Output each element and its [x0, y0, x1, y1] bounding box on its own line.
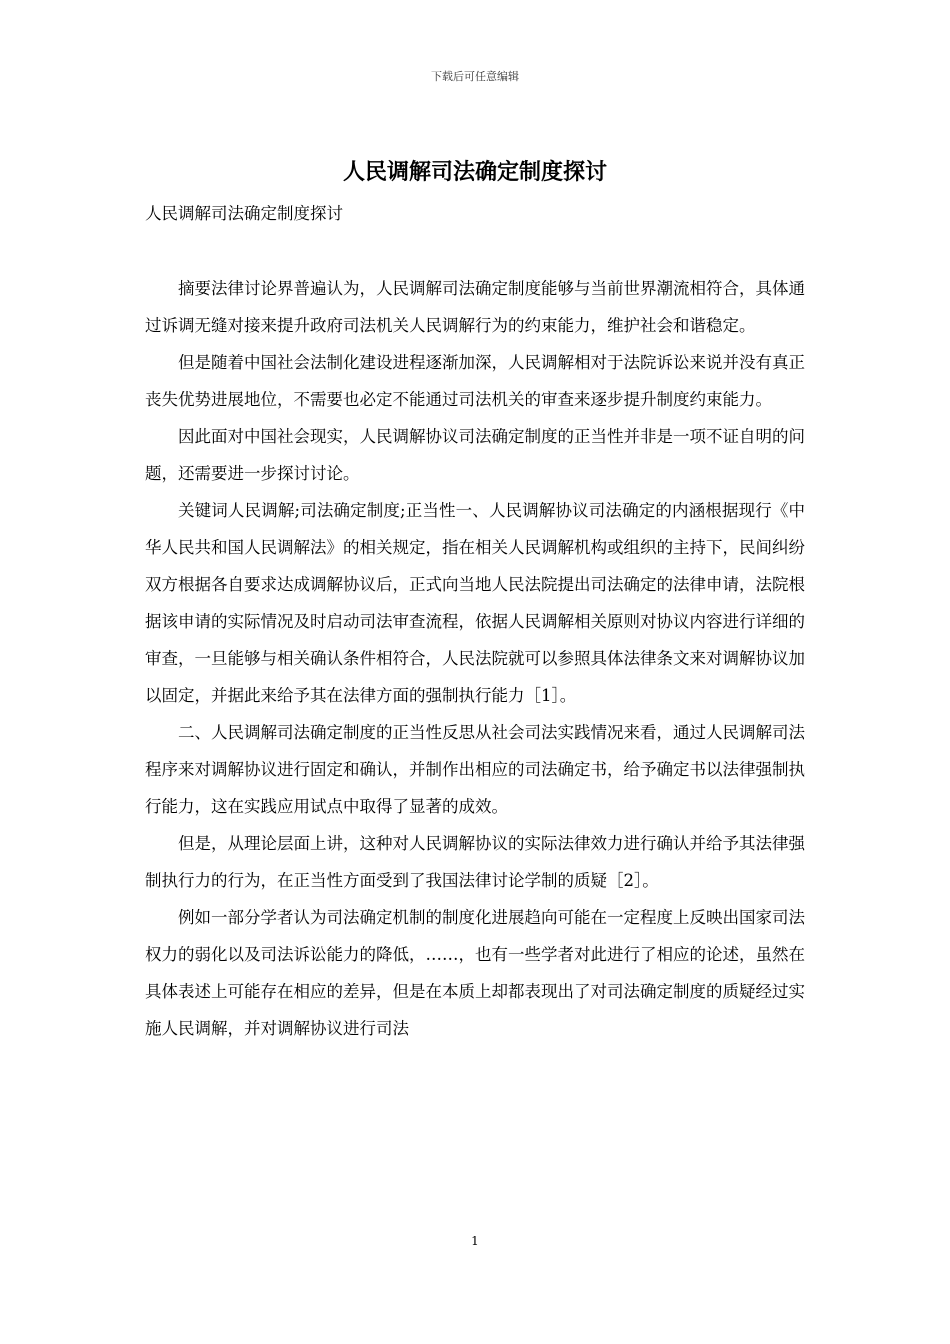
page-number: 1 — [471, 1234, 479, 1248]
document-body — [145, 270, 805, 1047]
paragraph-keywords: 关键词人民调解;司法确定制度;正当性一、人民调解协议司法确定的内涵根据现行《中华人民共和国人民调解法》的相关规定，指在相关人民调解机构或组织的主持下，民间纠纷双方根据各自要求达成调解协议后，正式向当地人民法院提出司法确定的法律申请，法院根据该申请的实际情况及时启动司法审查流程，依据人民调解相关原则对协议内容进行详细的审查，一旦能够与相关确认条件相符合，人民法院就可以参照具体法律条文来对调解协议加以固定，并据此来给予其在法律方面的强制执行能力［1］。 — [145, 501, 805, 705]
paragraph: 例如一部分学者认为司法确定机制的制度化进展趋向可能在一定程度上反映出国家司法权力的弱化以及司法诉讼能力的降低，……，也有一些学者对此进行了相应的论述，虽然在具体表述上可能存在相应的差异，但是在本质上却都表现出了对司法确定制度的质疑经过实施人民调解，并对调解协议进行司法 — [145, 908, 805, 1038]
document-subtitle: 人民调解司法确定制度探讨 — [145, 204, 343, 223]
document-title: 人民调解司法确定制度探讨 — [342, 159, 607, 185]
paragraph: 但是随着中国社会法制化建设进程逐渐加深，人民调解相对于法院诉讼来说并没有真正丧失优势进展地位，不需要也必定不能通过司法机关的审查来逐步提升制度约束能力。 — [145, 353, 805, 409]
paragraph: 但是，从理论层面上讲，这种对人民调解协议的实际法律效力进行确认并给予其法律强制执行力的行为，在正当性方面受到了我国法律讨论学制的质疑［2］。 — [145, 834, 805, 890]
page-header: 下载后可任意编辑 — [431, 70, 519, 83]
paragraph: 因此面对中国社会现实，人民调解协议司法确定制度的正当性并非是一项不证自明的问题，还需要进一步探讨讨论。 — [145, 427, 805, 483]
paragraph: 二、人民调解司法确定制度的正当性反思从社会司法实践情况来看，通过人民调解司法程序来对调解协议进行固定和确认，并制作出相应的司法确定书，给予确定书以法律强制执行能力，这在实践应用试点中取得了显著的成效。 — [145, 723, 805, 816]
paragraph-abstract: 摘要法律讨论界普遍认为，人民调解司法确定制度能够与当前世界潮流相符合，具体通过诉调无缝对接来提升政府司法机关人民调解行为的约束能力，维护社会和谐稳定。 — [145, 279, 805, 335]
